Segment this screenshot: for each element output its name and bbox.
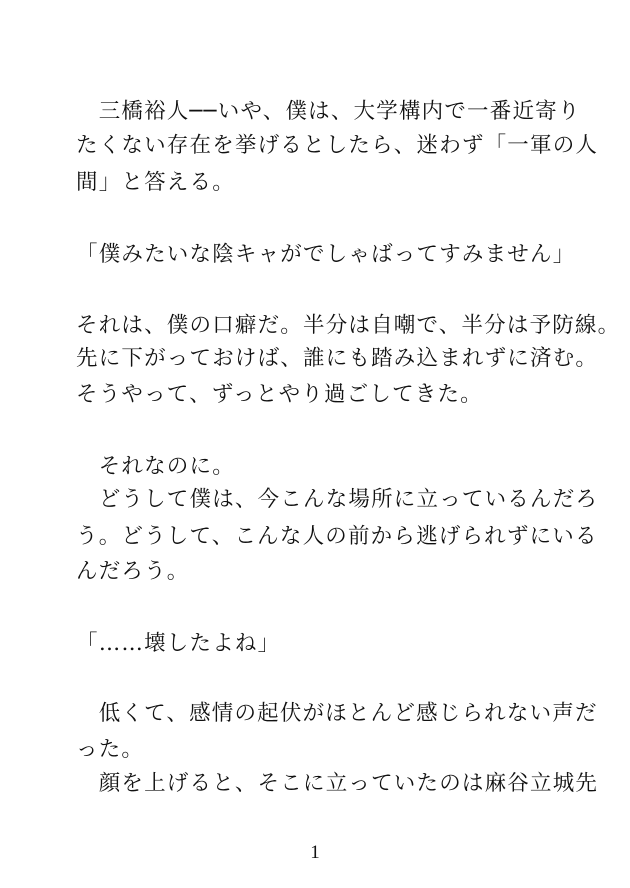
text-line: う。どうして、こんな人の前から逃げられずにいる — [76, 524, 598, 549]
text-line: 低くて、感情の起伏がほとんど感じられない声だ — [76, 701, 598, 726]
text-line: そうやって、ずっとやり過ごしてきた。 — [76, 382, 483, 407]
text-line: どうして僕は、今こんな場所に立っているんだろ — [76, 487, 599, 512]
text-line: それなのに。 — [76, 454, 235, 479]
text-line: たくない存在を挙げるとしたら、迷わず「一軍の人 — [76, 133, 599, 158]
text-line: 三橋裕人──いや、僕は、大学構内で一番近寄り — [76, 99, 581, 124]
text-line: それは、僕の口癖だ。半分は自嘲で、半分は予防線。 — [76, 313, 621, 338]
text-line: 「僕みたいな陰キャがでしゃばってすみません」 — [76, 242, 576, 267]
text-line: 間」と答える。 — [76, 170, 235, 195]
text-line: 顔を上げると、そこに立っていたのは麻谷立城先 — [76, 771, 599, 796]
text-line: 「……壊したよね」 — [76, 631, 281, 656]
page-number: 1 — [310, 842, 320, 863]
text-line: んだろう。 — [76, 559, 190, 584]
text-line: った。 — [76, 737, 145, 762]
text-line: 先に下がっておけば、誰にも踏み込まれずに済む。 — [76, 346, 599, 371]
